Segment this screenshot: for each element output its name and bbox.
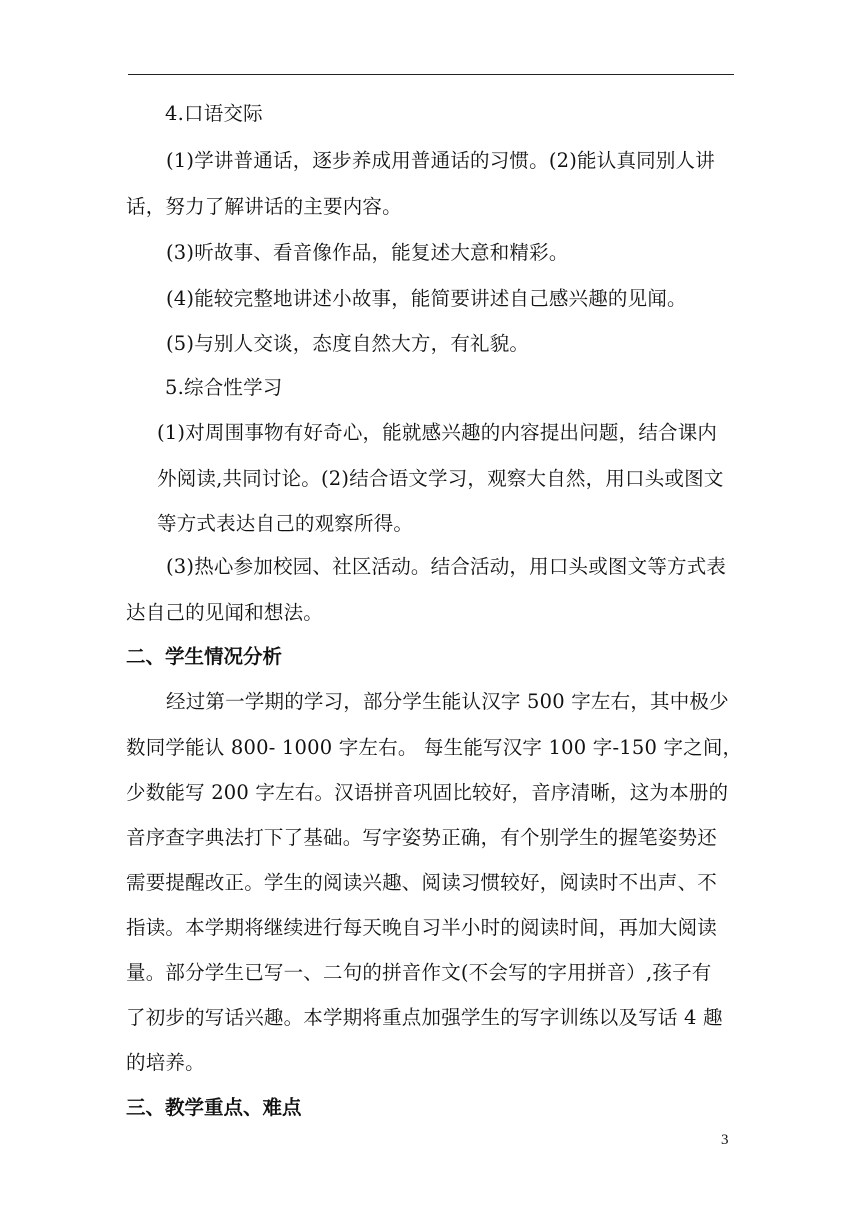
paragraph-line: 话，努力了解讲话的主要内容。: [126, 195, 402, 218]
paragraph-line: 指读。本学期将继续进行每天晚自习半小时的阅读时间，再加大阅读: [126, 916, 718, 939]
paragraph-line: 了初步的写话兴趣。本学期将重点加强学生的写字训练以及写话 4 趣: [126, 1006, 723, 1029]
paragraph-line: 外阅读,共同讨论。(2)结合语文学习，观察大自然，用口头或图文: [157, 467, 724, 490]
paragraph-line: (3)热心参加校园、社区活动。结合活动，用口头或图文等方式表: [166, 555, 727, 578]
paragraph-line: 等方式表达自己的观察所得。: [157, 512, 414, 535]
section-4-title: 4.口语交际: [165, 102, 263, 125]
page-number: 3: [721, 1132, 729, 1148]
paragraph-line: 数同学能认 800- 1000 字左右。 每生能写汉字 100 字-150 字之间，: [126, 736, 743, 759]
header-rule: [128, 74, 734, 75]
paragraph-line: (4)能较完整地讲述小故事，能简要讲述自己感兴趣的见闻。: [166, 287, 687, 310]
paragraph-line: (3)听故事、看音像作品，能复述大意和精彩。: [166, 241, 569, 264]
paragraph-line: 量。部分学生已写一、二句的拼音作文(不会写的字用拼音）,孩子有: [126, 961, 712, 984]
paragraph-line: (1)学讲普通话，逐步养成用普通话的习惯。(2)能认真同别人讲: [166, 149, 715, 172]
paragraph-line: 的培养。: [126, 1051, 205, 1074]
section-5-title: 5.综合性学习: [165, 376, 283, 399]
section-heading-teaching-focus: 三、教学重点、难点: [126, 1096, 302, 1119]
paragraph-line: 少数能写 200 字左右。汉语拼音巩固比较好，音序清晰，这为本册的: [126, 781, 729, 804]
paragraph-line: 经过第一学期的学习，部分学生能认汉字 500 字左右，其中极少: [166, 690, 729, 713]
paragraph-line: (5)与别人交谈，态度自然大方，有礼貌。: [166, 332, 530, 355]
paragraph-line: 达自己的见闻和想法。: [126, 601, 324, 624]
paragraph-line: (1)对周围事物有好奇心，能就感兴趣的内容提出问题，结合课内: [157, 421, 718, 444]
paragraph-line: 音序查字典法打下了基础。写字姿势正确，有个别学生的握笔姿势还: [126, 826, 718, 849]
section-heading-student-analysis: 二、学生情况分析: [126, 645, 283, 668]
paragraph-line: 需要提醒改正。学生的阅读兴趣、阅读习惯较好，阅读时不出声、不: [126, 871, 718, 894]
